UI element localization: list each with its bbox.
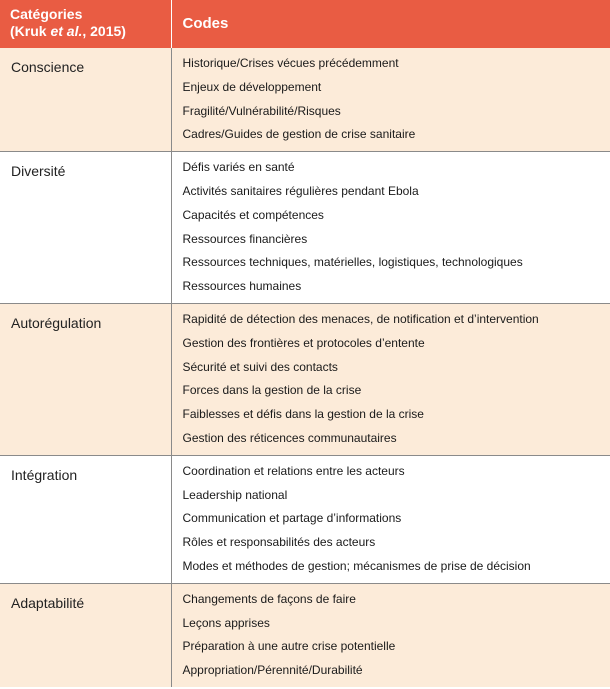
code-item: Défis variés en santé [182,160,295,175]
categories-header-line1: Catégories [10,6,83,22]
category-cell: Intégration [0,455,171,583]
code-item: Gestion des frontières et protocoles d’entente [182,335,425,350]
codes-cell [171,583,610,687]
codes-cell [171,303,610,455]
code-item: Préparation à une autre crise potentielle [182,639,396,654]
code-item: Rôles et responsabilités des acteurs [182,535,376,550]
category-cell: Diversité [0,152,171,304]
code-item: Leadership national [182,487,288,502]
header-row [0,0,610,48]
category-cell: Conscience [0,48,171,152]
code-item: Rapidité de détection des menaces, de notification et d’intervention [182,311,539,326]
code-item: Historique/Crises vécues précédemment [182,56,399,70]
table-row [0,583,610,687]
code-item: Changements de façons de faire [182,591,356,606]
code-item: Cadres/Guides de gestion de crise sanitaire [182,127,416,142]
codes-cell [171,455,610,583]
code-item: Ressources financières [182,231,308,246]
code-item: Appropriation/Pérennité/Durabilité [182,663,363,678]
code-item: Forces dans la gestion de la crise [182,383,362,398]
codes-cell [171,152,610,304]
categories-header-citation-italic: et al. [50,23,83,39]
code-item: Capacités et compétences [182,207,324,222]
codes-header: Codes [171,0,610,48]
code-item: Leçons apprises [182,615,270,630]
category-cell: Adaptabilité [0,583,171,687]
table-row [0,455,610,583]
code-item: Gestion des réticences communautaires [182,430,397,445]
categories-header [0,0,171,48]
table-row [0,48,610,152]
code-item: Ressources techniques, matérielles, logistiques, technologiques [182,255,523,270]
code-item: Enjeux de développement [182,79,322,94]
code-item: Ressources humaines [182,279,302,294]
table-row [0,303,610,455]
table-row [0,152,610,304]
categories-header-citation-post: , 2015) [82,23,126,39]
code-item: Sécurité et suivi des contacts [182,359,338,374]
code-item: Coordination et relations entre les acteurs [182,463,405,478]
code-item: Activités sanitaires régulières pendant Ebola [182,183,419,198]
categories-header-citation-pre: (Kruk [10,23,51,39]
code-item: Fragilité/Vulnérabilité/Risques [182,103,341,118]
code-item: Communication et partage d’informations [182,511,402,526]
code-item: Modes et méthodes de gestion; mécanismes de prise de décision [182,558,531,573]
code-item: Faiblesses et défis dans la gestion de la crise [182,407,424,422]
codes-cell [171,48,610,152]
category-cell: Autorégulation [0,303,171,455]
